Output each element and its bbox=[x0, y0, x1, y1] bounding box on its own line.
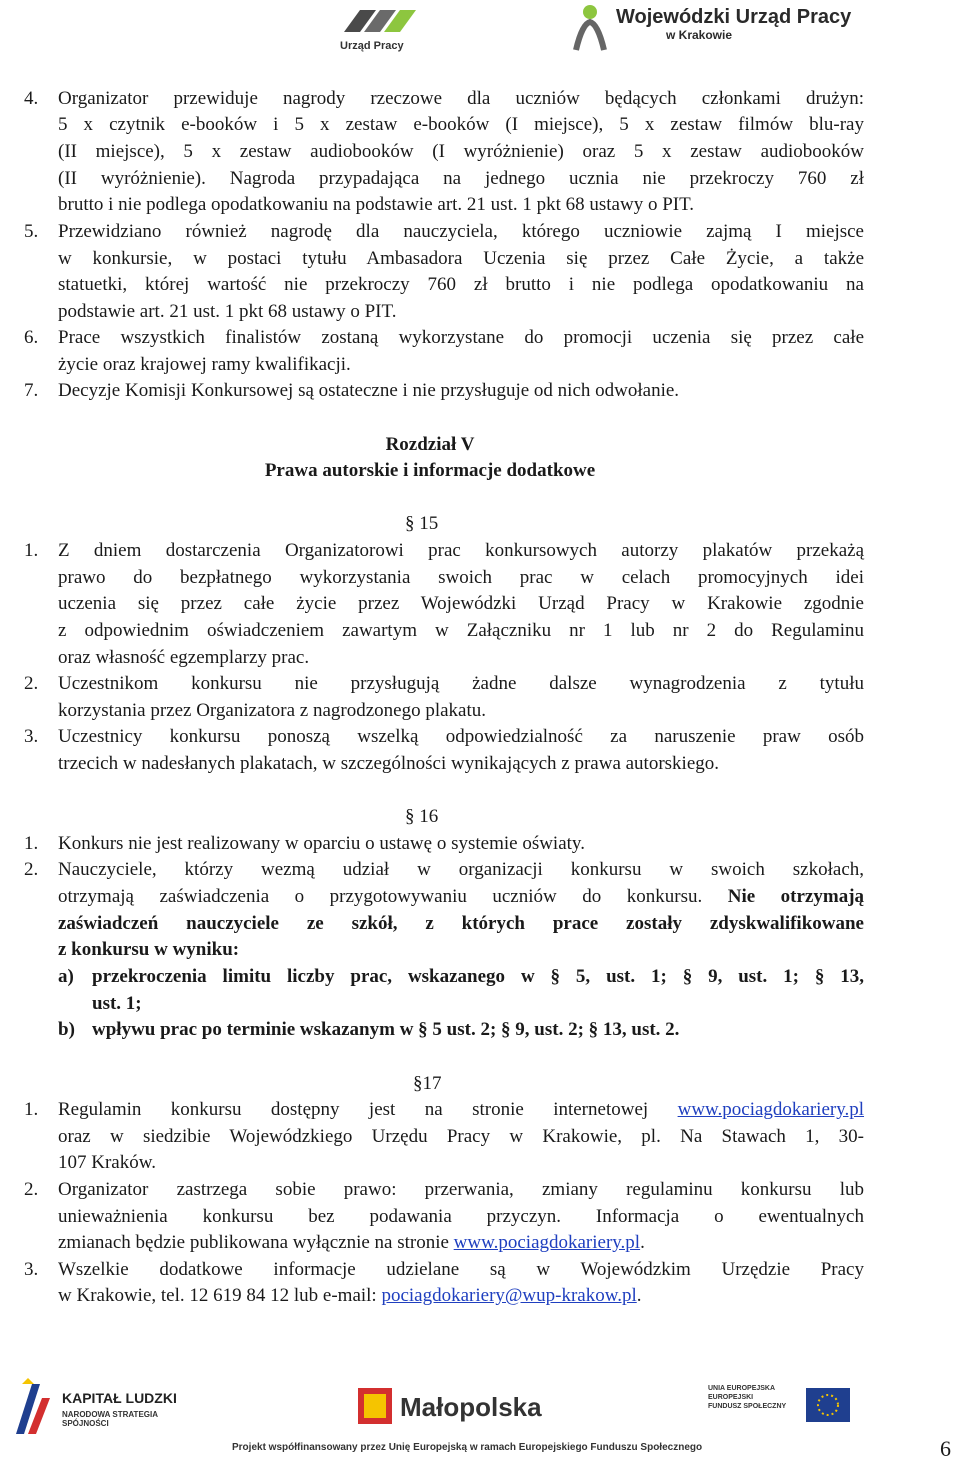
wup-subtitle: w Krakowie bbox=[666, 28, 733, 42]
chapter-title: Rozdział V bbox=[385, 434, 475, 455]
item-number: 1. bbox=[24, 540, 39, 561]
item-number: 2. bbox=[24, 673, 39, 694]
eu-line: UNIA EUROPEJSKA bbox=[708, 1385, 776, 1392]
text-line: z odpowiednim oświadczeniem zawartym w Załączniku nr 1 lub nr 2 do Regulaminu bbox=[58, 620, 864, 641]
item-number: 3. bbox=[24, 726, 39, 747]
text-line: Konkurs nie jest realizowany w oparciu o ustawę o systemie oświaty. bbox=[58, 833, 585, 854]
item-number: 4. bbox=[24, 88, 39, 109]
text-line: podstawie art. 21 ust. 1 pkt 68 ustawy o PIT. bbox=[58, 301, 397, 322]
malopolska-label: Małopolska bbox=[400, 1392, 542, 1422]
text-line: Organizator zastrzega sobie prawo: przerwania, zmiany regulaminu konkursu lub bbox=[58, 1179, 864, 1200]
section-16-label: § 16 bbox=[405, 806, 439, 827]
text-line: Nauczyciele, którzy wezmą udział w organizacji konkursu w swoich szkołach, bbox=[58, 859, 864, 880]
list-label: b) bbox=[58, 1019, 75, 1040]
footer-note: Projekt współfinansowany przez Unię Europejską w ramach Europejskiego Funduszu Społecznego bbox=[232, 1442, 703, 1453]
text-line: życie oraz krajowej ramy kwalifikacji. bbox=[58, 354, 351, 375]
item-number: 2. bbox=[24, 1179, 39, 1200]
text-line-bold: zaświadczeń nauczyciele ze szkół, z których prace zostały zdyskwalifikowane bbox=[58, 913, 864, 934]
urzad-pracy-label: Urząd Pracy bbox=[340, 40, 404, 52]
wup-title: Wojewódzki Urząd Pracy bbox=[616, 6, 852, 28]
text-line: Prace wszystkich finalistów zostaną wykorzystane do promocji uczenia się przez całe bbox=[58, 327, 864, 348]
text-run: Regulamin konkursu dostępny jest na stronie internetowej bbox=[58, 1099, 649, 1120]
text-run: otrzymają zaświadczenia o przygotowywaniu uczniów do konkursu. bbox=[58, 886, 703, 907]
text-line: 5 x czytnik e-booków i 5 x zestaw e-booków (I miejsce), 5 x zestaw filmów blu-ray bbox=[58, 114, 864, 135]
text-line: unieważnienia konkursu bez podawania przyczyn. Informacja o ewentualnych bbox=[58, 1206, 864, 1227]
text-line bbox=[58, 1283, 642, 1309]
malopolska-logo bbox=[356, 1384, 556, 1434]
text-line bbox=[58, 1230, 645, 1256]
item-number: 3. bbox=[24, 1259, 39, 1280]
website-link[interactable]: www.pociagdokariery.pl bbox=[453, 1232, 641, 1253]
kapital-ludzki-title: KAPITAŁ LUDZKI bbox=[62, 1390, 177, 1406]
text-line: Decyzje Komisji Konkursowej są ostateczne i nie przysługuje od nich odwołanie. bbox=[58, 380, 680, 401]
text-line: w konkursie, w postaci tytułu Ambasadora Uczenia się przez Całe Życie, a także bbox=[58, 248, 864, 269]
text-line: (II wyróżnienie). Nagroda przypadająca na jednego ucznia nie przekroczy 760 zł bbox=[58, 168, 864, 189]
text-line-bold: ust. 1; bbox=[92, 993, 142, 1014]
item-number: 5. bbox=[24, 221, 39, 242]
eu-line: FUNDUSZ SPOŁECZNY bbox=[708, 1403, 787, 1410]
email-link[interactable]: pociagdokariery@wup-krakow.pl bbox=[381, 1285, 637, 1306]
eu-flag-icon bbox=[806, 1388, 850, 1422]
text-line-bold: wpływu prac po terminie wskazanym w § 5 ust. 2; § 9, ust. 2; § 13, ust. 2. bbox=[92, 1019, 680, 1040]
section-17-label: §17 bbox=[413, 1073, 442, 1094]
urzad-pracy-logo bbox=[330, 2, 440, 58]
page-footer bbox=[0, 1370, 960, 1463]
list-label: a) bbox=[58, 966, 74, 987]
text-run: . bbox=[640, 1232, 645, 1253]
text-line: (II miejsce), 5 x zestaw audiobooków (I wyróżnienie) oraz 5 x zestaw audiobooków bbox=[58, 141, 864, 162]
text-line bbox=[58, 1097, 864, 1123]
chapter-subtitle: Prawa autorskie i informacje dodatkowe bbox=[264, 460, 596, 481]
item-number: 7. bbox=[24, 380, 39, 401]
malopolska-icon bbox=[356, 1384, 396, 1428]
item-number: 2. bbox=[24, 859, 39, 880]
eu-text bbox=[708, 1384, 786, 1411]
text-line bbox=[58, 884, 864, 910]
text-line: Uczestnikom konkursu nie przysługują żadne dalsze wynagrodzenia z tytułu bbox=[58, 673, 864, 694]
website-link[interactable]: www.pociagdokariery.pl bbox=[677, 1099, 865, 1120]
item-number: 1. bbox=[24, 833, 39, 854]
kapital-ludzki-logo bbox=[12, 1378, 192, 1442]
item-number: 1. bbox=[24, 1099, 39, 1120]
item-number: 6. bbox=[24, 327, 39, 348]
page-number: 6 bbox=[940, 1436, 951, 1461]
text-line: Przewidziano również nagrodę dla nauczyciela, którego uczniowie zajmą I miejsce bbox=[58, 221, 864, 242]
text-run: w Krakowie, tel. 12 619 84 12 lub e-mail: bbox=[58, 1285, 377, 1306]
text-run-bold: Nie otrzymają bbox=[727, 886, 865, 907]
text-line: 107 Kraków. bbox=[58, 1152, 156, 1173]
wup-person-icon bbox=[568, 2, 612, 54]
text-run: . bbox=[636, 1285, 642, 1306]
wup-logo bbox=[568, 2, 868, 58]
text-line: korzystania przez Organizatora z nagrodzonego plakatu. bbox=[58, 700, 487, 721]
section-15-label: § 15 bbox=[405, 513, 439, 534]
text-run: zmianach będzie publikowana wyłącznie na stronie bbox=[58, 1232, 449, 1253]
text-line: Uczestnicy konkursu ponoszą wszelką odpowiedzialność za naruszenie praw osób bbox=[58, 726, 864, 747]
text-line: uczenia się przez całe życie przez Wojewódzki Urząd Pracy w Krakowie zgodnie bbox=[58, 593, 864, 614]
text-line-bold: z konkursu w wyniku: bbox=[58, 939, 240, 960]
text-line-bold: przekroczenia limitu liczby prac, wskazanego w § 5, ust. 1; § 9, ust. 1; § 13, bbox=[92, 966, 864, 987]
eu-line: EUROPEJSKI bbox=[708, 1394, 754, 1401]
text-line: Organizator przewiduje nagrody rzeczowe dla uczniów będących członkami drużyn: bbox=[58, 88, 864, 109]
kapital-ludzki-icon bbox=[12, 1378, 58, 1438]
eu-logo bbox=[708, 1384, 848, 1434]
text-line: Wszelkie dodatkowe informacje udzielane są w Wojewódzkim Urzędzie Pracy bbox=[58, 1259, 864, 1280]
text-line: oraz własność egzemplarzy prac. bbox=[58, 647, 310, 668]
text-line: oraz w siedzibie Wojewódzkiego Urzędu Pracy w Krakowie, pl. Na Stawach 1, 30- bbox=[58, 1126, 864, 1147]
text-line: prawo do bezpłatnego wykorzystania swoich prac w celach promocyjnych idei bbox=[58, 567, 864, 588]
text-line: trzecich w nadesłanych plakatach, w szczególności wynikających z prawa autorskiego. bbox=[58, 753, 720, 774]
urzad-pracy-logo-icon bbox=[330, 2, 440, 42]
text-line: statuetki, której wartość nie przekroczy 760 zł brutto i nie podlega opodatkowaniu na bbox=[58, 274, 864, 295]
kapital-ludzki-subtitle: NARODOWA STRATEGIA SPÓJNOŚCI bbox=[62, 1410, 158, 1428]
page-header bbox=[0, 0, 960, 62]
text-line: Z dniem dostarczenia Organizatorowi prac konkursowych autorzy plakatów przekażą bbox=[58, 540, 864, 561]
text-line: brutto i nie podlega opodatkowaniu na podstawie art. 21 ust. 1 pkt 68 ustawy o PIT. bbox=[58, 194, 695, 215]
